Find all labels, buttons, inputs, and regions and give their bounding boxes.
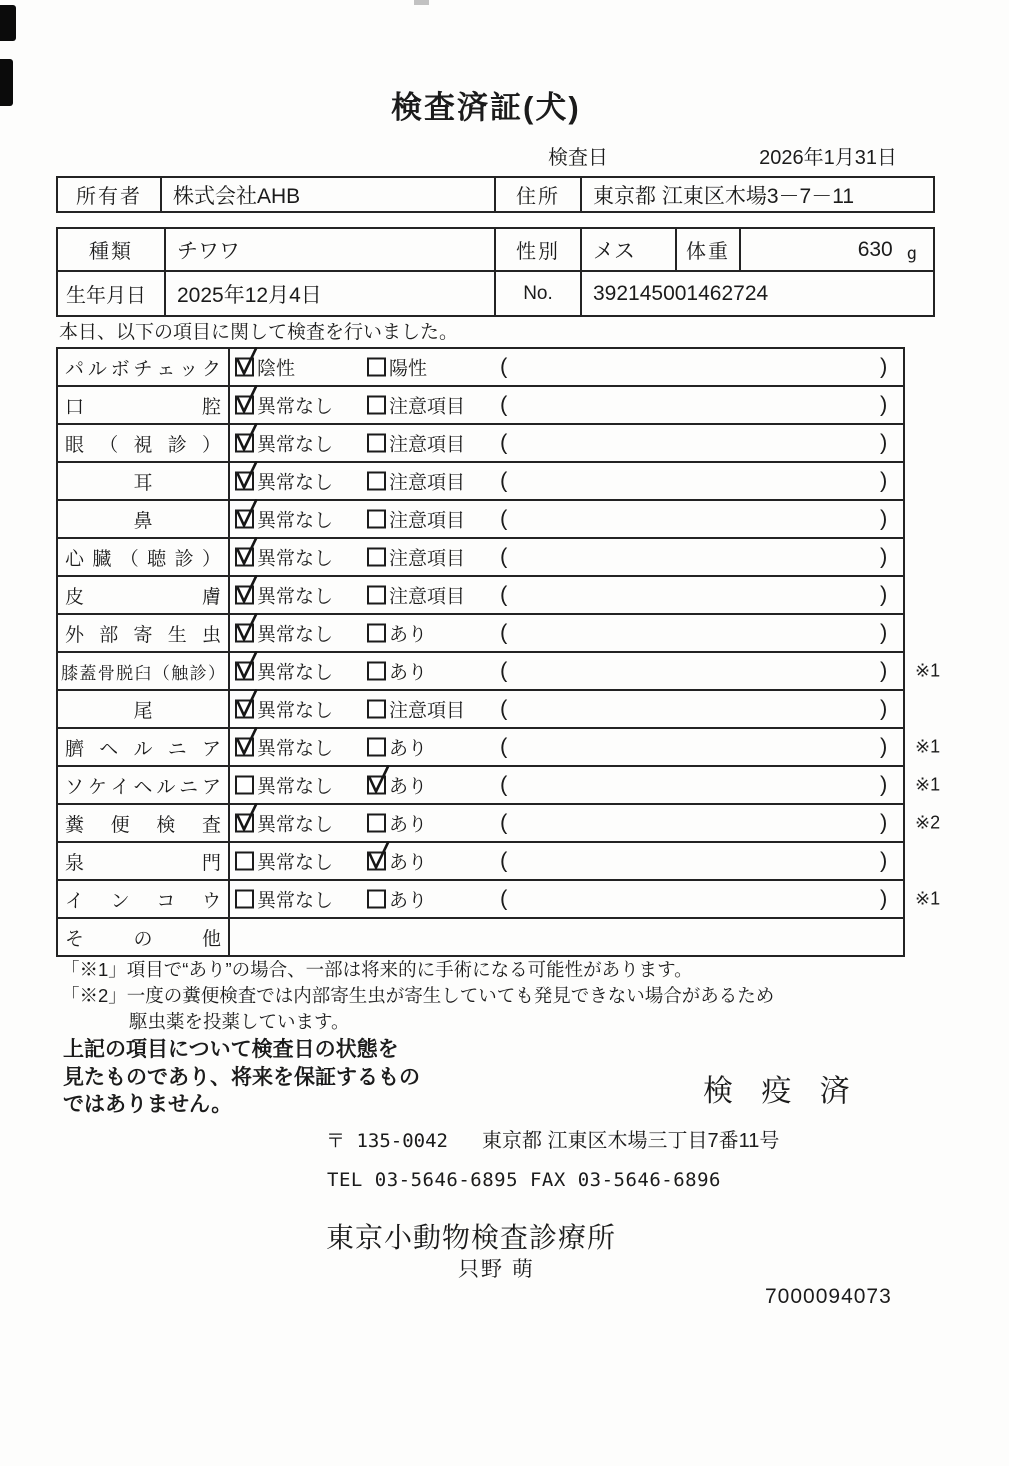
result-option-primary bbox=[235, 658, 333, 685]
exam-item-row bbox=[58, 349, 903, 385]
result-option-secondary bbox=[367, 810, 427, 837]
footnote-1: 「※1」項目で“あり”の場合、一部は将来的に手術になる可能性があります。 bbox=[61, 959, 693, 980]
check-mark-icon bbox=[233, 802, 259, 834]
option-label: 異常なし bbox=[257, 738, 334, 760]
checkbox bbox=[367, 852, 386, 871]
disclaimer-line: 見たものであり、将来を保証するもの bbox=[63, 1065, 420, 1089]
footnote-ref: ※2 bbox=[915, 812, 941, 833]
option-label: 異常なし bbox=[257, 472, 334, 494]
paren-open: ( bbox=[500, 467, 508, 493]
exam-item-row bbox=[58, 765, 941, 803]
checkbox bbox=[235, 586, 254, 605]
paren-close: ) bbox=[880, 581, 888, 607]
checkbox bbox=[367, 814, 386, 833]
paren-close: ) bbox=[880, 391, 888, 417]
disclaimer bbox=[63, 1036, 420, 1119]
paren-close: ) bbox=[880, 771, 888, 797]
option-label: 注意項目 bbox=[389, 510, 466, 532]
page-title: 検査済証(犬) bbox=[391, 90, 581, 125]
checkbox bbox=[367, 662, 386, 681]
option-label: あり bbox=[389, 852, 428, 874]
exam-item-row bbox=[58, 423, 903, 461]
tel-fax: TEL 03-5646-6895 FAX 03-5646-6896 bbox=[327, 1169, 721, 1191]
paren-open: ( bbox=[500, 353, 508, 379]
check-mark-icon bbox=[233, 498, 259, 530]
checkbox bbox=[367, 510, 386, 529]
exam-item-label: 眼 （ 視 診 ） bbox=[58, 425, 230, 461]
option-label: 陽性 bbox=[389, 358, 428, 380]
paren-open: ( bbox=[500, 809, 508, 835]
checkbox bbox=[235, 852, 254, 871]
quarantine-stamp: 検 疫 済 bbox=[703, 1075, 860, 1108]
check-mark-icon bbox=[233, 688, 259, 720]
exam-item-label: 外 部 寄 生 虫 bbox=[58, 615, 230, 651]
result-option-secondary bbox=[367, 734, 427, 761]
checkbox bbox=[235, 700, 254, 719]
exam-item-label: 膝 蓋 骨 脱 臼 （ 触 診 ） bbox=[58, 653, 230, 689]
option-label: あり bbox=[389, 814, 428, 836]
paren-close: ) bbox=[880, 885, 888, 911]
option-label: あり bbox=[389, 776, 428, 798]
option-label: 異常なし bbox=[257, 776, 334, 798]
weight-number: 630 bbox=[857, 237, 893, 261]
paren-open: ( bbox=[500, 581, 508, 607]
check-mark-icon bbox=[233, 384, 259, 416]
checkbox bbox=[235, 738, 254, 757]
paren-open: ( bbox=[500, 391, 508, 417]
paren-open: ( bbox=[500, 543, 508, 569]
checkbox bbox=[235, 814, 254, 833]
paren-open: ( bbox=[500, 505, 508, 531]
paren-open: ( bbox=[500, 429, 508, 455]
result-option-secondary bbox=[367, 506, 465, 533]
serial-number: 7000094073 bbox=[765, 1285, 892, 1308]
option-label: 陰性 bbox=[257, 358, 296, 380]
option-label: 異常なし bbox=[257, 624, 334, 646]
exam-item-row bbox=[58, 499, 903, 537]
exam-item-row bbox=[58, 727, 941, 765]
intro-text: 本日、以下の項目に関して検査を行いました。 bbox=[59, 322, 459, 343]
checkbox bbox=[235, 548, 254, 567]
result-option-secondary bbox=[367, 886, 427, 913]
checkbox bbox=[367, 738, 386, 757]
exam-item-label: 尾 bbox=[58, 691, 230, 727]
checkbox bbox=[367, 396, 386, 415]
checkbox bbox=[235, 472, 254, 491]
paren-close: ) bbox=[880, 505, 888, 531]
option-label: 注意項目 bbox=[389, 472, 466, 494]
checkbox bbox=[367, 548, 386, 567]
clinic-name: 東京小動物検査診療所 bbox=[326, 1222, 617, 1253]
checkbox bbox=[235, 510, 254, 529]
birth-label: 生年月日 bbox=[66, 285, 146, 307]
option-label: 注意項目 bbox=[389, 434, 466, 456]
footnote-ref: ※1 bbox=[915, 660, 941, 681]
result-option-secondary bbox=[367, 354, 427, 381]
paren-close: ) bbox=[880, 543, 888, 569]
check-mark-icon bbox=[233, 346, 259, 378]
option-label: 異常なし bbox=[257, 890, 334, 912]
weight-value bbox=[739, 229, 933, 270]
option-label: 異常なし bbox=[257, 396, 334, 418]
option-label: あり bbox=[389, 624, 428, 646]
paren-open: ( bbox=[500, 657, 508, 683]
check-mark-icon bbox=[233, 460, 259, 492]
paren-open: ( bbox=[500, 619, 508, 645]
scan-artifact bbox=[0, 59, 13, 106]
paren-open: ( bbox=[500, 847, 508, 873]
paren-close: ) bbox=[880, 733, 888, 759]
result-option-secondary bbox=[367, 544, 465, 571]
scan-artifact bbox=[0, 5, 16, 41]
exam-item-row bbox=[58, 803, 941, 841]
weight-unit: g bbox=[906, 244, 917, 264]
exam-item-label: そ の 他 bbox=[58, 919, 230, 955]
checkbox bbox=[367, 890, 386, 909]
result-option-secondary bbox=[367, 392, 465, 419]
checkbox bbox=[367, 472, 386, 491]
result-option-primary bbox=[235, 506, 333, 533]
exam-item-row bbox=[58, 917, 903, 955]
option-label: 異常なし bbox=[257, 662, 334, 684]
paren-close: ) bbox=[880, 695, 888, 721]
checkbox bbox=[235, 624, 254, 643]
exam-item-label: 耳 bbox=[58, 463, 230, 499]
option-label: 異常なし bbox=[257, 586, 334, 608]
exam-items-table bbox=[56, 347, 941, 957]
check-mark-icon bbox=[233, 650, 259, 682]
exam-item-label: 口 腔 bbox=[58, 387, 230, 423]
exam-item-label: イ ン コ ウ bbox=[58, 881, 230, 917]
checkbox bbox=[367, 700, 386, 719]
checkbox bbox=[235, 396, 254, 415]
option-label: 異常なし bbox=[257, 814, 334, 836]
weight-label: 体重 bbox=[675, 229, 739, 270]
result-option-primary bbox=[235, 696, 333, 723]
result-option-primary bbox=[235, 734, 333, 761]
option-label: あり bbox=[389, 738, 428, 760]
result-option-primary bbox=[235, 468, 333, 495]
paren-close: ) bbox=[880, 809, 888, 835]
result-option-secondary bbox=[367, 658, 427, 685]
exam-item-row bbox=[58, 461, 903, 499]
result-option-primary bbox=[235, 430, 333, 457]
result-option-primary bbox=[235, 620, 333, 647]
pet-table bbox=[56, 227, 935, 317]
exam-item-row bbox=[58, 613, 903, 651]
result-option-primary bbox=[235, 392, 333, 419]
option-label: 異常なし bbox=[257, 434, 334, 456]
result-option-primary bbox=[235, 544, 333, 571]
paren-open: ( bbox=[500, 733, 508, 759]
footnote-2-cont: 駆虫薬を投薬しています。 bbox=[129, 1010, 350, 1032]
checkbox bbox=[235, 776, 254, 795]
option-label: 異常なし bbox=[257, 510, 334, 532]
option-label: 異常なし bbox=[257, 852, 334, 874]
option-label: 注意項目 bbox=[389, 396, 466, 418]
exam-item-row bbox=[58, 385, 903, 423]
option-label: 注意項目 bbox=[389, 548, 466, 570]
paren-close: ) bbox=[880, 467, 888, 493]
owner-table bbox=[56, 176, 935, 213]
disclaimer-line: ではありません。 bbox=[63, 1093, 233, 1116]
exam-date-label: 検査日 bbox=[548, 147, 608, 169]
check-mark-icon bbox=[233, 574, 259, 606]
check-mark-icon bbox=[233, 726, 259, 758]
paren-close: ) bbox=[880, 657, 888, 683]
exam-item-label: 泉 門 bbox=[58, 843, 230, 879]
clinic-address bbox=[326, 1124, 779, 1153]
breed-label: 種類 bbox=[89, 241, 133, 263]
result-option-primary bbox=[235, 354, 295, 381]
exam-date-value: 2026年1月31日 bbox=[759, 147, 897, 169]
result-option-secondary bbox=[367, 848, 427, 875]
option-label: あり bbox=[389, 890, 428, 912]
option-label: あり bbox=[389, 662, 428, 684]
option-label: 注意項目 bbox=[389, 700, 466, 722]
checkbox bbox=[367, 776, 386, 795]
footnote-ref: ※1 bbox=[915, 774, 941, 795]
address-text: 東京都 江東区木場三丁目7番11号 bbox=[481, 1130, 780, 1152]
result-option-primary bbox=[235, 582, 333, 609]
option-label: 注意項目 bbox=[389, 586, 466, 608]
exam-item-row bbox=[58, 537, 903, 575]
checkbox bbox=[367, 358, 386, 377]
paren-open: ( bbox=[500, 771, 508, 797]
paren-open: ( bbox=[500, 885, 508, 911]
no-value: 392145001462724 bbox=[580, 272, 933, 315]
result-option-primary bbox=[235, 772, 333, 799]
sex-value: メス bbox=[580, 229, 675, 270]
footnote-ref: ※1 bbox=[915, 888, 941, 909]
checkbox bbox=[367, 624, 386, 643]
option-label: 異常なし bbox=[257, 548, 334, 570]
exam-item-label: 心 臓 （ 聴 診 ） bbox=[58, 539, 230, 575]
address-label: 住所 bbox=[494, 178, 580, 211]
exam-item-row bbox=[58, 689, 903, 727]
exam-item-label: 皮 膚 bbox=[58, 577, 230, 613]
checkbox bbox=[235, 890, 254, 909]
result-option-secondary bbox=[367, 468, 465, 495]
checkbox bbox=[235, 434, 254, 453]
exam-item-label: 鼻 bbox=[58, 501, 230, 537]
breed-value: チワワ bbox=[164, 229, 494, 270]
result-option-secondary bbox=[367, 772, 427, 799]
sex-label: 性別 bbox=[494, 229, 580, 270]
result-option-primary bbox=[235, 848, 333, 875]
check-mark-icon bbox=[365, 840, 391, 872]
scan-artifact bbox=[414, 0, 429, 5]
check-mark-icon bbox=[365, 764, 391, 796]
exam-item-row bbox=[58, 841, 903, 879]
result-option-secondary bbox=[367, 620, 427, 647]
result-option-primary bbox=[235, 886, 333, 913]
result-option-primary bbox=[235, 810, 333, 837]
paren-close: ) bbox=[880, 353, 888, 379]
result-option-secondary bbox=[367, 696, 465, 723]
exam-item-label: ソ ケ イ ヘ ル ニ ア bbox=[58, 767, 230, 803]
checkbox bbox=[235, 358, 254, 377]
birth-value: 2025年12月4日 bbox=[164, 272, 494, 315]
checkbox bbox=[367, 434, 386, 453]
paren-close: ) bbox=[880, 429, 888, 455]
paren-open: ( bbox=[500, 695, 508, 721]
exam-item-row bbox=[58, 651, 941, 689]
address-value: 東京都 江東区木場3－7－11 bbox=[580, 178, 933, 211]
exam-item-label: パ ル ボ チ ェ ッ ク bbox=[58, 349, 230, 385]
paren-close: ) bbox=[880, 619, 888, 645]
checkbox bbox=[235, 662, 254, 681]
exam-item-row bbox=[58, 879, 941, 917]
disclaimer-line: 上記の項目について検査日の状態を bbox=[63, 1038, 399, 1061]
checkbox bbox=[367, 586, 386, 605]
footnote-2: 「※2」一度の糞便検査では内部寄生虫が寄生していても発見できない場合があるため bbox=[61, 984, 775, 1006]
postal-code: 〒 135-0042 bbox=[326, 1130, 448, 1152]
result-option-secondary bbox=[367, 430, 465, 457]
exam-date bbox=[548, 141, 897, 170]
paren-close: ) bbox=[880, 847, 888, 873]
owner-value: 株式会社AHB bbox=[160, 178, 494, 211]
check-mark-icon bbox=[233, 422, 259, 454]
exam-item-label: 糞 便 検 査 bbox=[58, 805, 230, 841]
option-label: 異常なし bbox=[257, 700, 334, 722]
exam-item-row bbox=[58, 575, 903, 613]
check-mark-icon bbox=[233, 536, 259, 568]
no-label: No. bbox=[494, 272, 580, 315]
examiner-name: 只野 萌 bbox=[458, 1258, 535, 1281]
exam-item-label: 臍 ヘ ル ニ ア bbox=[58, 729, 230, 765]
footnote-ref: ※1 bbox=[915, 736, 941, 757]
check-mark-icon bbox=[233, 612, 259, 644]
owner-label: 所有者 bbox=[76, 186, 142, 208]
result-option-secondary bbox=[367, 582, 465, 609]
footnotes bbox=[61, 957, 774, 1034]
